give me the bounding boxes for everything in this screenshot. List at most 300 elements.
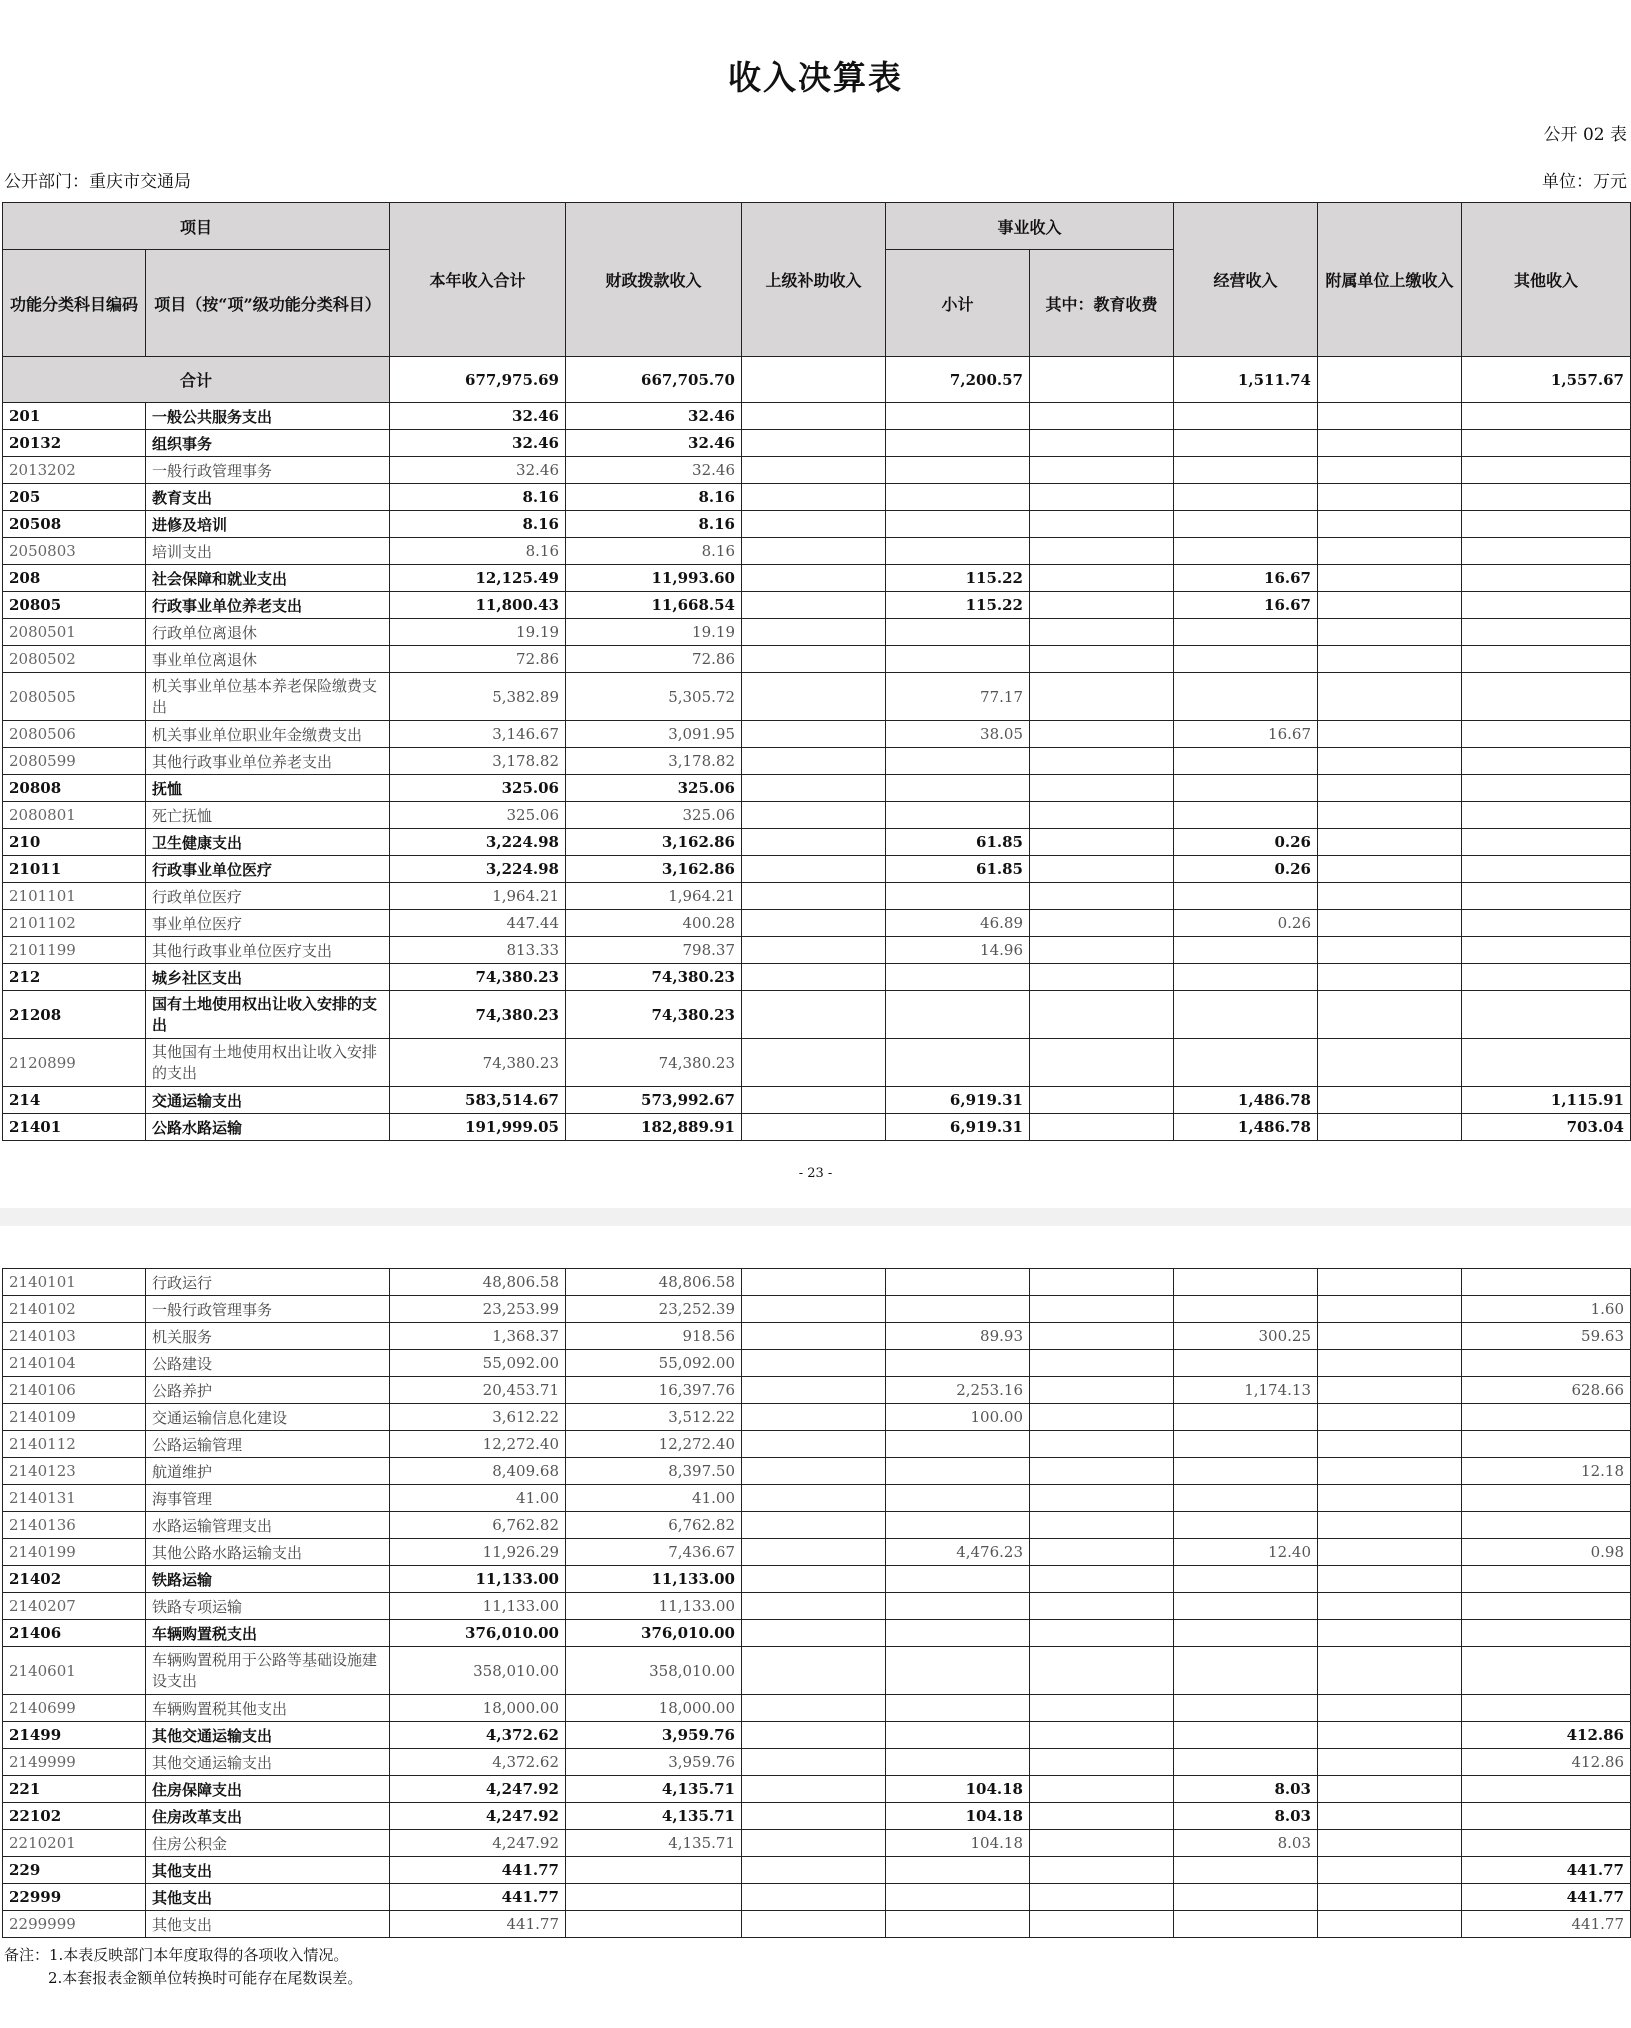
table-row — [3, 403, 1631, 430]
row-subsidy — [742, 1114, 886, 1141]
row-business — [1174, 1512, 1318, 1539]
table-row — [3, 430, 1631, 457]
table-row — [3, 829, 1631, 856]
row-affiliate — [1318, 991, 1462, 1039]
row-edu-fee — [1030, 673, 1174, 721]
row-total: 4,247.92 — [390, 1803, 566, 1830]
table-row — [3, 1458, 1631, 1485]
row-other — [1462, 619, 1631, 646]
row-other: 441.77 — [1462, 1884, 1631, 1911]
row-code: 2101101 — [3, 883, 146, 910]
row-subtotal — [886, 1512, 1030, 1539]
row-edu-fee — [1030, 619, 1174, 646]
row-total: 74,380.23 — [390, 964, 566, 991]
row-business: 300.25 — [1174, 1323, 1318, 1350]
row-fiscal: 19.19 — [566, 619, 742, 646]
table-row — [3, 646, 1631, 673]
row-edu-fee — [1030, 1830, 1174, 1857]
row-business — [1174, 802, 1318, 829]
row-fiscal: 16,397.76 — [566, 1377, 742, 1404]
row-subtotal — [886, 1857, 1030, 1884]
row-fiscal: 358,010.00 — [566, 1647, 742, 1695]
row-affiliate — [1318, 1620, 1462, 1647]
row-code: 2140102 — [3, 1296, 146, 1323]
row-other: 703.04 — [1462, 1114, 1631, 1141]
row-business — [1174, 673, 1318, 721]
table-row — [3, 1512, 1631, 1539]
row-total: 48,806.58 — [390, 1269, 566, 1296]
row-business — [1174, 457, 1318, 484]
row-affiliate — [1318, 1458, 1462, 1485]
row-edu-fee — [1030, 484, 1174, 511]
row-name: 机关服务 — [146, 1323, 390, 1350]
row-edu-fee — [1030, 1323, 1174, 1350]
row-affiliate — [1318, 1377, 1462, 1404]
total-subtotal: 7,200.57 — [886, 357, 1030, 403]
row-total: 4,247.92 — [390, 1776, 566, 1803]
row-business: 0.26 — [1174, 829, 1318, 856]
row-subtotal: 61.85 — [886, 856, 1030, 883]
row-fiscal: 3,959.76 — [566, 1722, 742, 1749]
row-subtotal — [886, 484, 1030, 511]
row-edu-fee — [1030, 991, 1174, 1039]
row-total: 5,382.89 — [390, 673, 566, 721]
row-subtotal: 6,919.31 — [886, 1114, 1030, 1141]
row-fiscal: 376,010.00 — [566, 1620, 742, 1647]
row-subtotal — [886, 403, 1030, 430]
row-name: 行政事业单位养老支出 — [146, 592, 390, 619]
row-code: 21499 — [3, 1722, 146, 1749]
row-name: 行政事业单位医疗 — [146, 856, 390, 883]
table-row — [3, 991, 1631, 1039]
row-business — [1174, 619, 1318, 646]
table-row — [3, 511, 1631, 538]
row-affiliate — [1318, 1566, 1462, 1593]
row-code: 2140112 — [3, 1431, 146, 1458]
row-business — [1174, 883, 1318, 910]
row-subtotal: 115.22 — [886, 565, 1030, 592]
row-code: 2140104 — [3, 1350, 146, 1377]
row-edu-fee — [1030, 1296, 1174, 1323]
row-name: 车辆购置税其他支出 — [146, 1695, 390, 1722]
row-other — [1462, 1620, 1631, 1647]
row-code: 212 — [3, 964, 146, 991]
row-total: 11,800.43 — [390, 592, 566, 619]
row-affiliate — [1318, 1269, 1462, 1296]
table-row — [3, 1803, 1631, 1830]
row-name: 航道维护 — [146, 1458, 390, 1485]
row-edu-fee — [1030, 1857, 1174, 1884]
row-affiliate — [1318, 1722, 1462, 1749]
row-total: 1,368.37 — [390, 1323, 566, 1350]
row-business — [1174, 748, 1318, 775]
row-subsidy — [742, 937, 886, 964]
row-edu-fee — [1030, 592, 1174, 619]
row-total: 358,010.00 — [390, 1647, 566, 1695]
row-subsidy — [742, 1539, 886, 1566]
row-total: 3,178.82 — [390, 748, 566, 775]
row-code: 2140101 — [3, 1269, 146, 1296]
row-fiscal: 11,133.00 — [566, 1593, 742, 1620]
row-business: 8.03 — [1174, 1776, 1318, 1803]
row-subtotal — [886, 1647, 1030, 1695]
row-name: 机关事业单位基本养老保险缴费支出 — [146, 673, 390, 721]
row-subsidy — [742, 619, 886, 646]
row-total: 11,926.29 — [390, 1539, 566, 1566]
header-fiscal: 财政拨款收入 — [566, 203, 742, 357]
row-business: 16.67 — [1174, 565, 1318, 592]
row-code: 2140699 — [3, 1695, 146, 1722]
row-other: 412.86 — [1462, 1749, 1631, 1776]
row-code: 2120899 — [3, 1039, 146, 1087]
row-code: 2140136 — [3, 1512, 146, 1539]
row-total: 41.00 — [390, 1485, 566, 1512]
row-other: 0.98 — [1462, 1539, 1631, 1566]
row-fiscal: 182,889.91 — [566, 1114, 742, 1141]
total-other: 1,557.67 — [1462, 357, 1631, 403]
row-name: 其他支出 — [146, 1884, 390, 1911]
department-label: 公开部门：重庆市交通局 — [4, 172, 191, 192]
row-edu-fee — [1030, 721, 1174, 748]
row-code: 2210201 — [3, 1830, 146, 1857]
row-fiscal: 4,135.71 — [566, 1830, 742, 1857]
row-subsidy — [742, 1695, 886, 1722]
row-code: 2080505 — [3, 673, 146, 721]
row-total: 4,372.62 — [390, 1749, 566, 1776]
row-name: 社会保障和就业支出 — [146, 565, 390, 592]
row-subtotal — [886, 775, 1030, 802]
row-affiliate — [1318, 1776, 1462, 1803]
row-fiscal: 55,092.00 — [566, 1350, 742, 1377]
row-affiliate — [1318, 484, 1462, 511]
row-name: 一般行政管理事务 — [146, 457, 390, 484]
row-code: 2140601 — [3, 1647, 146, 1695]
row-name: 水路运输管理支出 — [146, 1512, 390, 1539]
row-code: 2140106 — [3, 1377, 146, 1404]
row-fiscal: 12,272.40 — [566, 1431, 742, 1458]
row-total: 325.06 — [390, 775, 566, 802]
row-subsidy — [742, 991, 886, 1039]
row-other: 441.77 — [1462, 1857, 1631, 1884]
row-subsidy — [742, 1776, 886, 1803]
row-fiscal: 48,806.58 — [566, 1269, 742, 1296]
row-other — [1462, 1485, 1631, 1512]
row-total: 441.77 — [390, 1911, 566, 1938]
row-code: 2013202 — [3, 457, 146, 484]
row-edu-fee — [1030, 1539, 1174, 1566]
table-row — [3, 1087, 1631, 1114]
income-table — [2, 202, 1631, 1141]
row-subsidy — [742, 1087, 886, 1114]
row-subsidy — [742, 1647, 886, 1695]
row-business: 16.67 — [1174, 721, 1318, 748]
row-edu-fee — [1030, 538, 1174, 565]
row-subtotal — [886, 1749, 1030, 1776]
row-other — [1462, 511, 1631, 538]
row-name: 事业单位医疗 — [146, 910, 390, 937]
row-affiliate — [1318, 538, 1462, 565]
row-name: 铁路专项运输 — [146, 1593, 390, 1620]
row-edu-fee — [1030, 775, 1174, 802]
total-income: 677,975.69 — [390, 357, 566, 403]
row-code: 2101102 — [3, 910, 146, 937]
row-total: 447.44 — [390, 910, 566, 937]
income-table-continued — [2, 1268, 1631, 1938]
row-affiliate — [1318, 910, 1462, 937]
row-name: 国有土地使用权出让收入安排的支出 — [146, 991, 390, 1039]
row-fiscal: 23,252.39 — [566, 1296, 742, 1323]
row-fiscal: 325.06 — [566, 802, 742, 829]
row-affiliate — [1318, 721, 1462, 748]
row-affiliate — [1318, 1404, 1462, 1431]
row-subtotal — [886, 457, 1030, 484]
row-subtotal — [886, 1296, 1030, 1323]
row-fiscal: 41.00 — [566, 1485, 742, 1512]
row-subtotal — [886, 511, 1030, 538]
row-code: 201 — [3, 403, 146, 430]
row-fiscal: 918.56 — [566, 1323, 742, 1350]
row-subsidy — [742, 910, 886, 937]
row-name: 行政运行 — [146, 1269, 390, 1296]
row-business: 1,486.78 — [1174, 1114, 1318, 1141]
table-row — [3, 457, 1631, 484]
table-row — [3, 1539, 1631, 1566]
table-row — [3, 1269, 1631, 1296]
row-other — [1462, 721, 1631, 748]
total-label: 合计 — [3, 357, 390, 403]
row-subtotal — [886, 1620, 1030, 1647]
table-row — [3, 748, 1631, 775]
row-edu-fee — [1030, 748, 1174, 775]
row-code: 21011 — [3, 856, 146, 883]
row-affiliate — [1318, 1911, 1462, 1938]
row-business — [1174, 403, 1318, 430]
row-subsidy — [742, 1593, 886, 1620]
row-subtotal — [886, 1431, 1030, 1458]
row-subsidy — [742, 1485, 886, 1512]
row-name: 住房公积金 — [146, 1830, 390, 1857]
row-business — [1174, 538, 1318, 565]
row-subsidy — [742, 802, 886, 829]
row-fiscal — [566, 1884, 742, 1911]
row-subtotal — [886, 430, 1030, 457]
row-affiliate — [1318, 748, 1462, 775]
table-row — [3, 1431, 1631, 1458]
row-edu-fee — [1030, 856, 1174, 883]
table-row — [3, 1485, 1631, 1512]
row-other — [1462, 1776, 1631, 1803]
row-business — [1174, 1857, 1318, 1884]
row-affiliate — [1318, 1539, 1462, 1566]
page-2 — [0, 1226, 1631, 2028]
row-affiliate — [1318, 1647, 1462, 1695]
table-row — [3, 1593, 1631, 1620]
row-affiliate — [1318, 430, 1462, 457]
row-affiliate — [1318, 1857, 1462, 1884]
row-edu-fee — [1030, 1269, 1174, 1296]
row-other — [1462, 484, 1631, 511]
row-business — [1174, 1749, 1318, 1776]
row-business — [1174, 1695, 1318, 1722]
row-edu-fee — [1030, 883, 1174, 910]
row-subsidy — [742, 403, 886, 430]
row-code: 22102 — [3, 1803, 146, 1830]
row-subtotal — [886, 1911, 1030, 1938]
row-code: 229 — [3, 1857, 146, 1884]
row-business — [1174, 775, 1318, 802]
total-fiscal: 667,705.70 — [566, 357, 742, 403]
row-fiscal: 3,512.22 — [566, 1404, 742, 1431]
row-other — [1462, 403, 1631, 430]
row-total: 441.77 — [390, 1884, 566, 1911]
row-total: 19.19 — [390, 619, 566, 646]
note-2: 2.本套报表金额单位转换时可能存在尾数误差。 — [48, 1969, 363, 1987]
row-business — [1174, 430, 1318, 457]
row-edu-fee — [1030, 937, 1174, 964]
row-other: 412.86 — [1462, 1722, 1631, 1749]
row-code: 21402 — [3, 1566, 146, 1593]
table-row — [3, 1323, 1631, 1350]
row-code: 210 — [3, 829, 146, 856]
row-other — [1462, 538, 1631, 565]
row-subtotal — [886, 1039, 1030, 1087]
row-other — [1462, 829, 1631, 856]
row-subtotal: 46.89 — [886, 910, 1030, 937]
row-subsidy — [742, 1512, 886, 1539]
row-other — [1462, 1269, 1631, 1296]
row-total: 813.33 — [390, 937, 566, 964]
row-subsidy — [742, 1404, 886, 1431]
row-affiliate — [1318, 1593, 1462, 1620]
row-other — [1462, 646, 1631, 673]
table-row — [3, 1695, 1631, 1722]
table-row — [3, 775, 1631, 802]
row-code: 2140199 — [3, 1539, 146, 1566]
row-affiliate — [1318, 403, 1462, 430]
row-edu-fee — [1030, 1647, 1174, 1695]
row-other — [1462, 1404, 1631, 1431]
row-subsidy — [742, 511, 886, 538]
row-fiscal: 798.37 — [566, 937, 742, 964]
row-name: 其他行政事业单位养老支出 — [146, 748, 390, 775]
row-subtotal: 89.93 — [886, 1323, 1030, 1350]
row-business — [1174, 1566, 1318, 1593]
row-business — [1174, 646, 1318, 673]
row-subtotal — [886, 802, 1030, 829]
row-name: 其他国有土地使用权出让收入安排的支出 — [146, 1039, 390, 1087]
row-edu-fee — [1030, 1350, 1174, 1377]
row-subsidy — [742, 484, 886, 511]
row-other: 1.60 — [1462, 1296, 1631, 1323]
row-subsidy — [742, 646, 886, 673]
row-affiliate — [1318, 1803, 1462, 1830]
row-subsidy — [742, 1458, 886, 1485]
row-affiliate — [1318, 964, 1462, 991]
row-other — [1462, 1512, 1631, 1539]
row-name: 一般行政管理事务 — [146, 1296, 390, 1323]
row-edu-fee — [1030, 1911, 1174, 1938]
row-code: 2080599 — [3, 748, 146, 775]
row-affiliate — [1318, 1114, 1462, 1141]
row-name: 住房改革支出 — [146, 1803, 390, 1830]
row-name: 进修及培训 — [146, 511, 390, 538]
row-code: 2140109 — [3, 1404, 146, 1431]
row-fiscal: 32.46 — [566, 430, 742, 457]
row-edu-fee — [1030, 802, 1174, 829]
row-subsidy — [742, 1884, 886, 1911]
row-affiliate — [1318, 829, 1462, 856]
total-edu-fee — [1030, 357, 1174, 403]
row-edu-fee — [1030, 1722, 1174, 1749]
row-total: 8.16 — [390, 511, 566, 538]
row-other: 441.77 — [1462, 1911, 1631, 1938]
row-total: 376,010.00 — [390, 1620, 566, 1647]
row-fiscal: 8.16 — [566, 484, 742, 511]
row-subsidy — [742, 457, 886, 484]
row-name: 海事管理 — [146, 1485, 390, 1512]
row-edu-fee — [1030, 430, 1174, 457]
row-subtotal — [886, 619, 1030, 646]
row-code: 20808 — [3, 775, 146, 802]
row-affiliate — [1318, 1884, 1462, 1911]
row-subsidy — [742, 748, 886, 775]
row-affiliate — [1318, 1431, 1462, 1458]
table-row — [3, 1566, 1631, 1593]
row-fiscal: 11,133.00 — [566, 1566, 742, 1593]
row-total: 11,133.00 — [390, 1566, 566, 1593]
row-affiliate — [1318, 592, 1462, 619]
row-total: 18,000.00 — [390, 1695, 566, 1722]
row-code: 2140207 — [3, 1593, 146, 1620]
row-edu-fee — [1030, 403, 1174, 430]
row-affiliate — [1318, 1296, 1462, 1323]
row-other: 59.63 — [1462, 1323, 1631, 1350]
row-subtotal — [886, 538, 1030, 565]
table-row — [3, 1857, 1631, 1884]
row-subtotal: 14.96 — [886, 937, 1030, 964]
row-subsidy — [742, 964, 886, 991]
row-affiliate — [1318, 1323, 1462, 1350]
row-edu-fee — [1030, 565, 1174, 592]
row-name: 其他公路水路运输支出 — [146, 1539, 390, 1566]
header-code: 功能分类科目编码 — [3, 250, 146, 357]
row-other — [1462, 775, 1631, 802]
row-total: 325.06 — [390, 802, 566, 829]
row-name: 培训支出 — [146, 538, 390, 565]
row-other — [1462, 1350, 1631, 1377]
row-other — [1462, 748, 1631, 775]
row-affiliate — [1318, 937, 1462, 964]
table-row — [3, 1114, 1631, 1141]
row-affiliate — [1318, 883, 1462, 910]
row-subtotal: 115.22 — [886, 592, 1030, 619]
row-name: 其他交通运输支出 — [146, 1749, 390, 1776]
row-affiliate — [1318, 775, 1462, 802]
row-other — [1462, 910, 1631, 937]
row-subsidy — [742, 883, 886, 910]
row-total: 4,247.92 — [390, 1830, 566, 1857]
row-affiliate — [1318, 511, 1462, 538]
row-subsidy — [742, 1269, 886, 1296]
row-fiscal: 3,959.76 — [566, 1749, 742, 1776]
row-subtotal — [886, 1485, 1030, 1512]
row-code: 20805 — [3, 592, 146, 619]
row-total: 8.16 — [390, 484, 566, 511]
form-number: 公开 02 表 — [1543, 125, 1627, 145]
row-name: 行政单位医疗 — [146, 883, 390, 910]
row-business — [1174, 511, 1318, 538]
row-business — [1174, 964, 1318, 991]
